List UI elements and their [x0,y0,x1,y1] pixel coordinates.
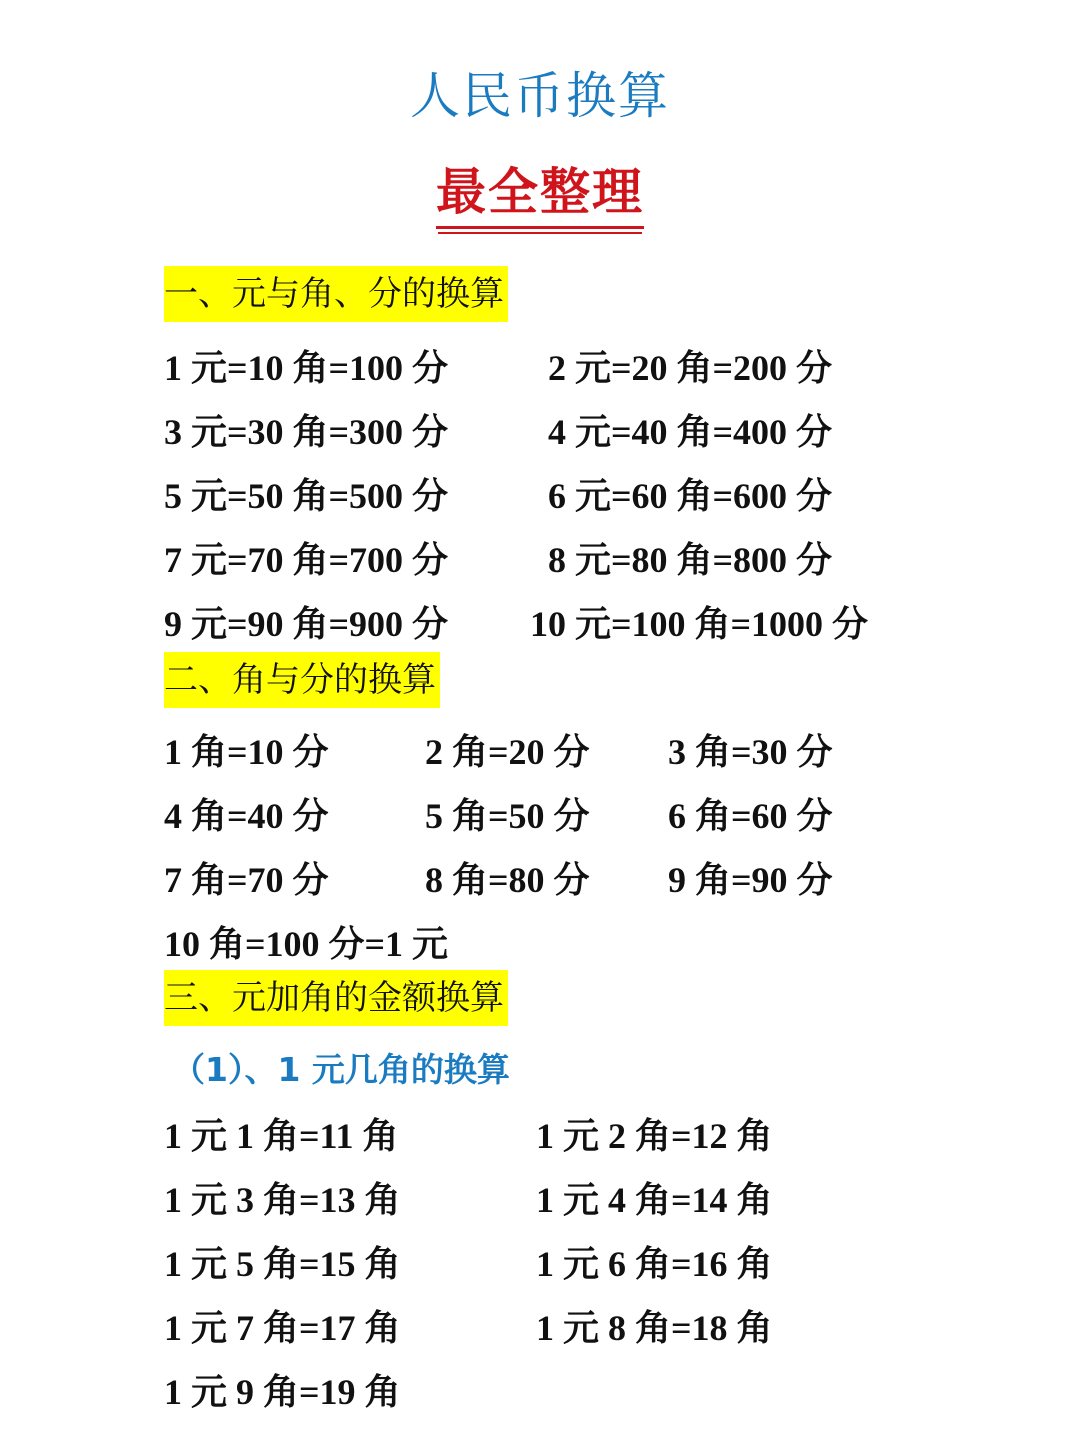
conversion-item: 3 角=30 分 [668,732,833,772]
conversion-item: 2 角=20 分 [425,732,590,772]
conversion-item: 7 角=70 分 [164,860,329,900]
conversion-item: 6 元=60 角=600 分 [548,476,833,516]
conversion-item: 5 元=50 角=500 分 [164,476,449,516]
conversion-item: 1 元 7 角=17 角 [164,1308,401,1348]
conversion-item: 1 元 6 角=16 角 [536,1244,773,1284]
conversion-item: 1 元 8 角=18 角 [536,1308,773,1348]
conversion-item: 1 元 5 角=15 角 [164,1244,401,1284]
page-title: 人民币换算 [410,67,670,125]
conversion-item: 3 元=30 角=300 分 [164,412,449,452]
conversion-item: 9 元=90 角=900 分 [164,604,449,644]
conversion-item: 1 元 2 角=12 角 [536,1116,773,1156]
conversion-item: 10 元=100 角=1000 分 [530,604,869,644]
page-subtitle: 最全整理 [436,152,644,229]
conversion-item: 8 角=80 分 [425,860,590,900]
conversion-item: 4 元=40 角=400 分 [548,412,833,452]
conversion-item: 5 角=50 分 [425,796,590,836]
section-heading-yuan-jiao-fen: 一、元与角、分的换算 [164,266,508,322]
conversion-item: 9 角=90 分 [668,860,833,900]
conversion-item: 1 元 9 角=19 角 [164,1372,401,1412]
subsection-heading: （1）、1 元几角的换算 [172,1050,510,1089]
conversion-item: 4 角=40 分 [164,796,329,836]
conversion-item: 1 元 3 角=13 角 [164,1180,401,1220]
conversion-item: 1 角=10 分 [164,732,329,772]
conversion-item: 1 元=10 角=100 分 [164,348,449,388]
conversion-item: 10 角=100 分=1 元 [164,924,449,964]
section-heading-yuan-plus-jiao: 三、元加角的金额换算 [164,970,508,1026]
conversion-item: 8 元=80 角=800 分 [548,540,833,580]
conversion-item: 2 元=20 角=200 分 [548,348,833,388]
conversion-item: 1 元 1 角=11 角 [164,1116,399,1156]
subtitle-container [0,152,1080,229]
conversion-item: 1 元 4 角=14 角 [536,1180,773,1220]
conversion-item: 6 角=60 分 [668,796,833,836]
section-heading-jiao-fen: 二、角与分的换算 [164,652,440,708]
conversion-item: 7 元=70 角=700 分 [164,540,449,580]
